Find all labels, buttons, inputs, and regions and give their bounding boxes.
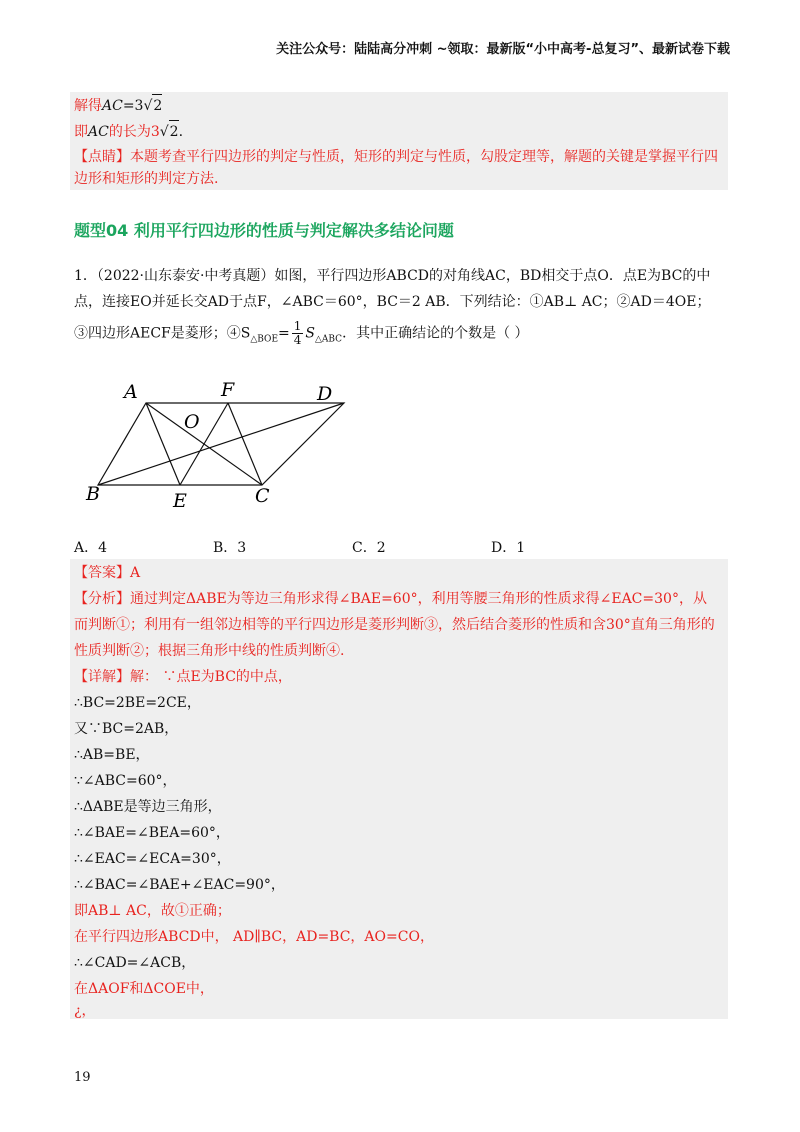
detail-line-5: ∴ΔABE是等边三角形， [74,799,222,815]
page-number: 19 [74,1070,91,1085]
detail-line-11: ∴∠CAD=∠ACB， [74,955,196,971]
detail-line-12: 在ΔAOF和ΔCOE中， [74,981,214,997]
label-d: D [317,383,333,405]
label-e: E [173,490,187,512]
detail-line-10: 在平行四边形ABCD中， AD∥BC，AD=BC，AO=CO， [74,929,434,945]
detail-line-8: ∴∠BAC=∠BAE+∠EAC=90°， [74,877,285,893]
option-c: C．2 [352,540,386,556]
question-line-2: 点，连接EO并延长交AD于点F，∠ABC＝60°，BC＝2 AB．下列结论：①AB⊥ AC；②AD＝4OE； [74,294,711,310]
option-b: B．3 [213,540,247,556]
question-line-1: 1．（2022·山东泰安·中考真题）如图，平行四边形ABCD的对角线AC，BD相交于点O．点E为BC的中 [74,268,711,284]
detail-line-0: 【详解】解： ∵点E为BC的中点， [74,669,292,685]
comment-line-1: 【点睛】本题考查平行四边形的判定与性质，矩形的判定与性质，勾股定理等，解题的关键是掌握平行四 [74,149,718,165]
comment-line-2: 边形和矩形的判定方法. [74,171,219,187]
comment-tag: 【点睛】 [74,149,130,165]
label-b: B [86,483,100,505]
label-o: O [184,411,200,433]
detail-line-6: ∴∠BAE=∠BEA=60°， [74,825,230,841]
label-a: A [124,381,138,403]
answer-tag: 【答案】 [74,565,130,581]
detail-line-7: ∴∠EAC=∠ECA=30°， [74,851,231,867]
label-f: F [221,379,235,401]
section-title: 题型04 利用平行四边形的性质与判定解决多结论问题 [74,221,454,240]
detail-line-2: 又∵BC=2AB， [74,721,179,737]
analysis-line-2: 而判断①；利用有一组邻边相等的平行四边形是菱形判断③，然后结合菱形的性质和含30°直角三角形的 [74,617,715,633]
question-line-3: ③四边形AECF是菱形；$④S_{\triangle BOE}=$ $\frac{1}{4}$ $S_{\triangle ABC}$．其中正确结论的个数是（ ） [74,319,529,347]
detail-line-9: 即AB⊥ AC，故①正确； [74,903,231,919]
detail-line-3: ∴AB=BE， [74,747,150,763]
detail-tag: 【详解】 [74,669,130,685]
fraction-one-quarter: $\frac{1}{4}$ [293,319,302,347]
option-a: A．4 [74,540,108,556]
solution-line-2: 即AC的长为3√2. [74,120,183,143]
analysis-line-3: 性质判断②；根据三角形中线的性质判断④. [74,643,345,659]
detail-line-13: ¿， [74,1003,96,1019]
detail-line-4: ∵∠ABC=60°， [74,773,177,789]
option-d: D．1 [491,540,526,556]
analysis-tag: 【分析】 [74,591,130,607]
answer-line: 【答案】A [74,565,141,581]
detail-line-1: ∴BC=2BE=2CE， [74,695,201,711]
label-c: C [255,485,270,507]
solution-line-1: 解得AC=3√2 [74,94,162,117]
page-header: 关注公众号：陆陆高分冲刺 ~领取：最新版“小中高考-总复习”、最新试卷下载 [276,42,730,57]
analysis-line-1: 【分析】通过判定ΔABE为等边三角形求得∠BAE=60°，利用等腰三角形的性质求得∠EAC=30°，从 [74,591,707,607]
parallelogram-figure [80,372,360,517]
